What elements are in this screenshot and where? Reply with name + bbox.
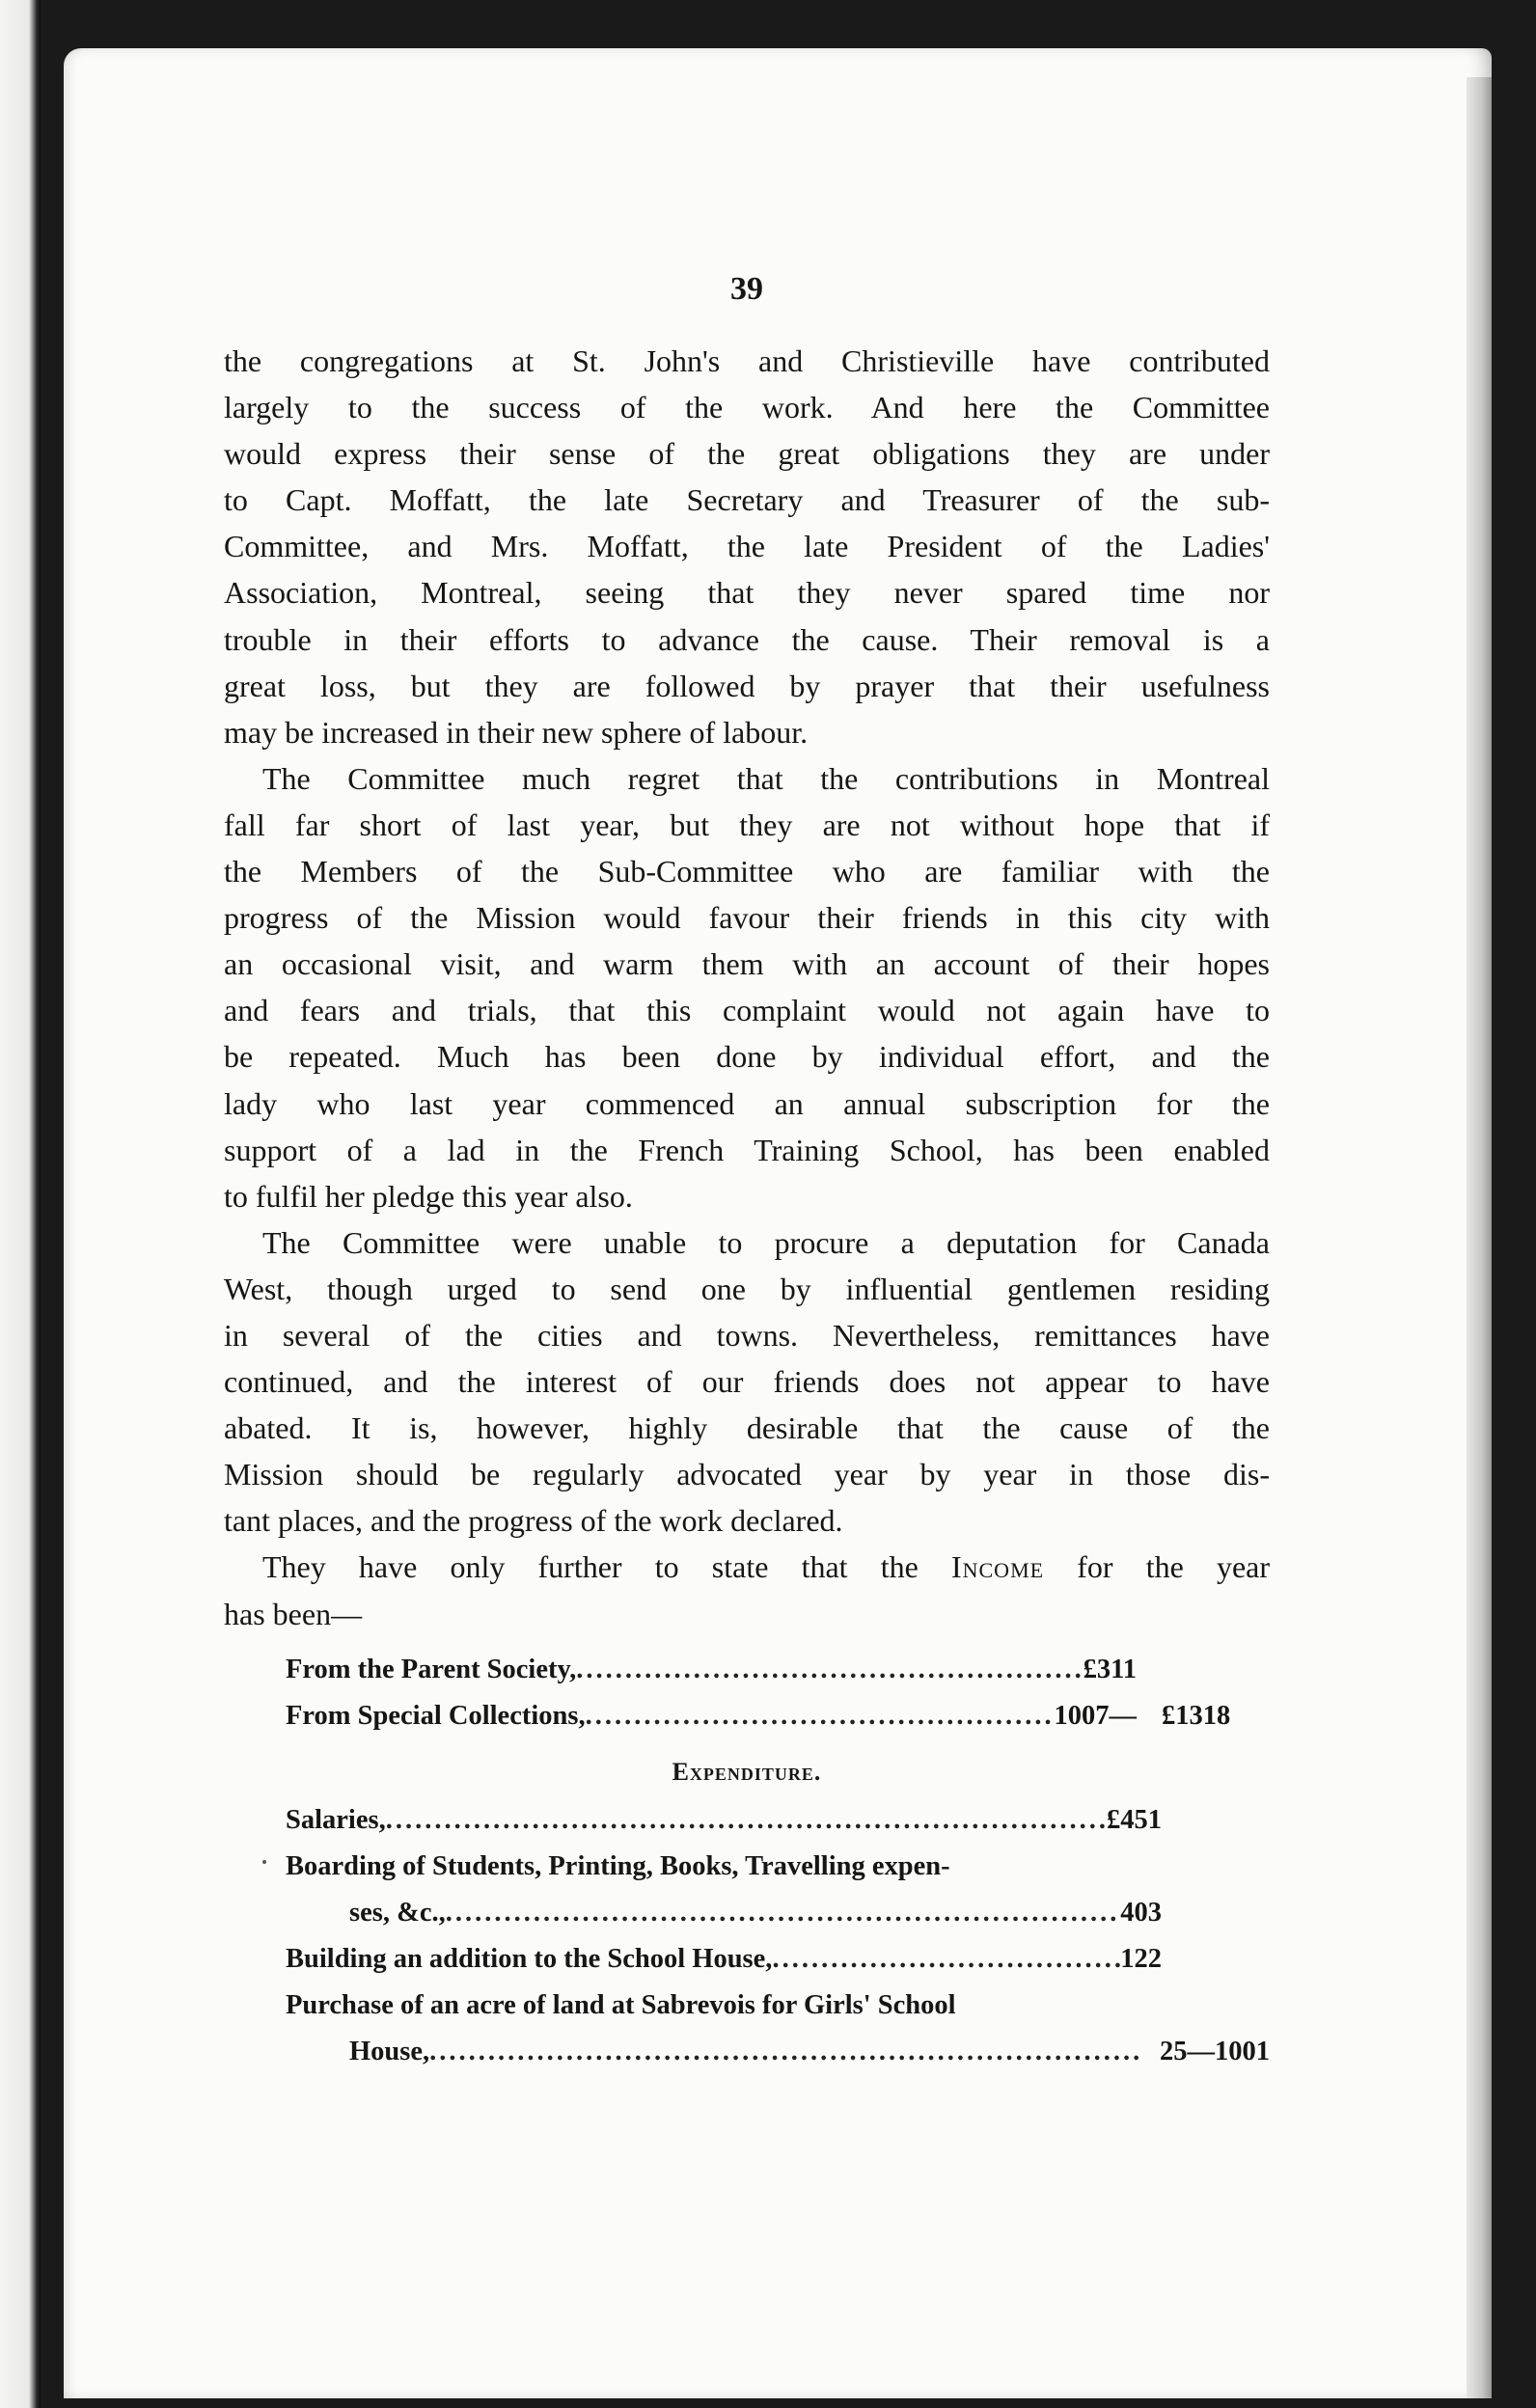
text-line: abated. It is, however, highly desirable that the cause of the: [224, 1410, 1270, 1446]
previous-page-edge: [0, 0, 41, 2408]
text-line: the congregations at St. John's and Christieville have contributed: [224, 343, 1270, 378]
expenditure-row-line: [286, 1844, 1270, 1890]
text-line: tant places, and the progress of the work declared.: [224, 1503, 843, 1539]
paragraph-1: [224, 338, 1270, 755]
income-intro-before: They have only further to state that the: [262, 1549, 919, 1585]
text-line: fall far short of last year, but they are not without hope that if: [224, 807, 1270, 842]
text-line: to fulfil her pledge this year also.: [224, 1178, 633, 1214]
text-line: West, though urged to send one by influential gentlemen residing: [224, 1271, 1270, 1306]
dot-leader: [586, 1693, 1055, 1739]
expenditure-row: [286, 1936, 1270, 1983]
text-line: support of a lad in the French Training School, has been enabled: [224, 1132, 1270, 1167]
income-total: £1318: [1162, 1700, 1231, 1731]
expenditure-heading: Expenditure.: [672, 1757, 822, 1786]
text-line: great loss, but they are followed by prayer that their usefulness: [224, 668, 1270, 703]
income-amount: £311: [1083, 1654, 1137, 1684]
text-line: largely to the success of the work. And here the Committee: [224, 390, 1270, 425]
income-amount: 1007—: [1054, 1700, 1137, 1731]
text-line: Mission should be regularly advocated year by year in those dis-: [224, 1457, 1270, 1492]
text-line: progress of the Mission would favour their friends in this city with: [224, 900, 1270, 936]
expenditure-row: [286, 1797, 1270, 1844]
income-intro-after: for the year: [1077, 1549, 1271, 1585]
text-line: an occasional visit, and warm them with an account of their hopes: [224, 946, 1270, 982]
income-table: [224, 1647, 1270, 1739]
dot-leader: [386, 1797, 1107, 1844]
expenditure-label: Salaries,: [286, 1804, 386, 1835]
text-line: trouble in their efforts to advance the cause. Their removal is a: [224, 621, 1270, 657]
expenditure-amount: 122: [1120, 1943, 1162, 1974]
income-label: From Special Collections,: [286, 1700, 586, 1731]
text-line: the Members of the Sub-Committee who are familiar with the: [224, 854, 1270, 889]
expenditure-row-line: [286, 1983, 1270, 2029]
expenditure-label: Building an addition to the School House,: [286, 1943, 773, 1974]
book-page: [64, 48, 1492, 2398]
income-keyword: Income: [950, 1549, 1045, 1585]
dot-leader: [576, 1647, 1083, 1693]
text-line: be repeated. Much has been done by individual effort, and the: [224, 1039, 1270, 1075]
text-line: would express their sense of the great obligations they are under: [224, 436, 1270, 472]
expenditure-row: [286, 2029, 1270, 2075]
text-line: [224, 1544, 1270, 1590]
text-line: in several of the cities and towns. Nevertheless, remittances have: [224, 1317, 1270, 1353]
text-line: may be increased in their new sphere of labour.: [224, 714, 809, 750]
page-content: [224, 260, 1270, 2075]
text-line: lady who last year commenced an annual subscription for the: [224, 1085, 1270, 1121]
paragraph-4: [224, 1544, 1270, 1636]
expenditure-label: Boarding of Students, Printing, Books, Travelling expen-: [286, 1850, 950, 1881]
text-line: The Committee were unable to procure a deputation for Canada: [262, 1224, 1270, 1260]
expenditure-amount: 25—1001: [1160, 2036, 1270, 2066]
text-line: continued, and the interest of our friends does not appear to have: [224, 1364, 1270, 1400]
text-line: and fears and trials, that this complaint would not again have to: [224, 993, 1270, 1028]
paragraph-2: [224, 755, 1270, 1219]
page-number: 39: [730, 271, 763, 307]
dot-leader: [446, 1890, 1121, 1936]
expenditure-amount: £451: [1107, 1804, 1162, 1835]
expenditure-table: [224, 1797, 1270, 2075]
income-row: [286, 1693, 1270, 1739]
income-label: From the Parent Society,: [286, 1654, 577, 1684]
text-line: Committee, and Mrs. Moffatt, the late President of the Ladies': [224, 529, 1270, 564]
text-line: has been—: [224, 1596, 363, 1631]
text-line: Association, Montreal, seeing that they never spared time nor: [224, 575, 1270, 611]
expenditure-label-cont: House,: [349, 2036, 430, 2066]
page-fore-edge: [1467, 77, 1492, 2398]
dot-leader: [772, 1936, 1120, 1983]
expenditure-label-cont: ses, &c.,: [349, 1897, 446, 1928]
dot-leader: [429, 2029, 1140, 2075]
expenditure-label: Purchase of an acre of land at Sabrevois for Girls' School: [286, 1989, 956, 2020]
text-line: to Capt. Moffatt, the late Secretary and Treasurer of the sub-: [224, 482, 1270, 518]
text-line: The Committee much regret that the contributions in Montreal: [262, 760, 1270, 796]
expenditure-amount: 403: [1120, 1897, 1162, 1928]
expenditure-row: [286, 1890, 1270, 1936]
income-row: [286, 1647, 1270, 1693]
paragraph-3: [224, 1219, 1270, 1545]
